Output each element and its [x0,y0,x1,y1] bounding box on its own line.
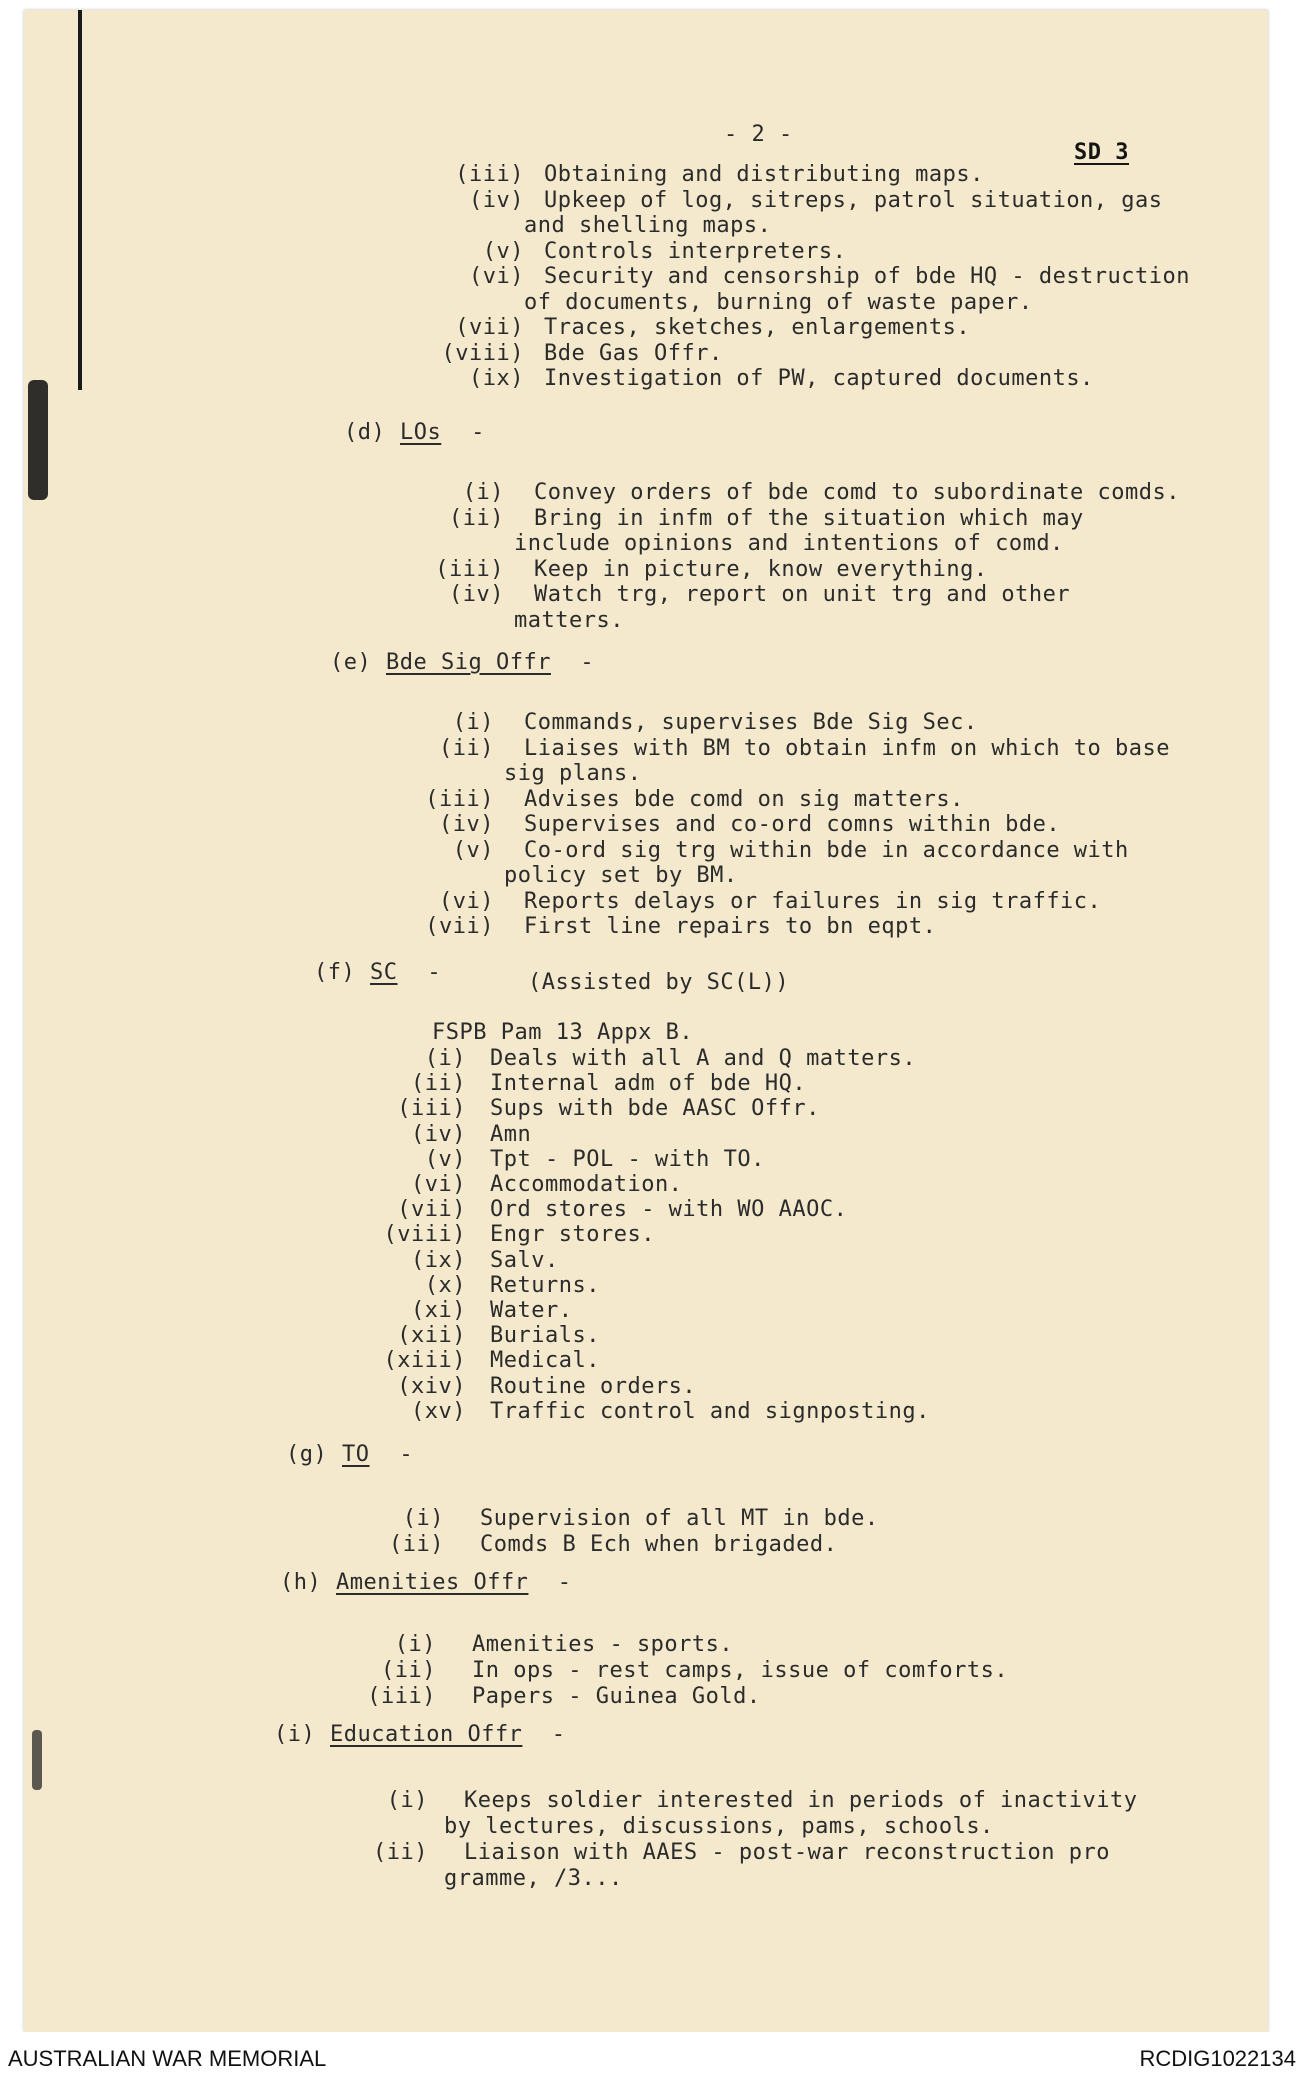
item-number: (ii) [411,1071,466,1097]
list-item: Deals with all A and Q matters. [490,1046,917,1071]
section-note: (Assisted by SC(L)) [528,970,790,995]
list-item: Upkeep of log, sitreps, patrol situation, gas [544,187,1163,213]
item-number: (i) [402,1506,444,1531]
item-number: (iv) [469,187,524,213]
section-title: SC [370,960,398,985]
item-number: (ii) [389,1532,444,1557]
section-dash: - [551,1722,566,1747]
item-number: (xiv) [397,1373,466,1399]
document-ref: SD 3 [1074,140,1129,165]
list-item: Amenities - sports. [472,1632,734,1657]
list-item: Supervision of all MT in bde. [480,1506,879,1531]
list-item: Medical. [490,1348,600,1374]
item-number: (vii) [397,1197,466,1223]
section-dash: - [471,420,485,445]
list-item-continuation: and shelling maps. [524,213,772,238]
item-number: (iv) [449,582,504,607]
item-number: (ix) [469,366,524,391]
list-item: Commands, supervises Bde Sig Sec. [524,710,978,735]
item-number: (viii) [441,340,524,366]
item-number: (vi) [439,888,494,914]
section-title: Education Offr [330,1722,523,1747]
list-item-continuation: by lectures, discussions, pams, schools. [444,1814,994,1839]
section-reference: FSPB Pam 13 Appx B. [432,1020,694,1045]
list-item-continuation: gramme, /3... [444,1866,623,1891]
item-number: (xv) [411,1398,466,1424]
item-number: (i) [462,480,504,505]
list-item: First line repairs to bn eqpt. [524,914,937,939]
item-number: (i) [386,1788,428,1813]
list-item: Returns. [490,1272,600,1298]
list-item-continuation: matters. [514,607,624,633]
item-number: (iv) [411,1121,466,1147]
item-number: (xiii) [383,1348,466,1374]
list-item: Traffic control and signposting. [490,1398,930,1424]
item-number: (iii) [367,1684,436,1709]
section-letter: (g) [286,1442,328,1467]
item-number: (v) [424,1146,466,1172]
document-page [24,10,1268,2032]
item-number: (vii) [455,315,524,340]
list-item-continuation: policy set by BM. [504,863,738,888]
item-number: (ii) [439,735,494,761]
list-item: Water. [490,1298,573,1323]
list-item: Keep in picture, know everything. [534,556,988,582]
section-dash: - [557,1570,572,1595]
list-item: Routine orders. [490,1373,697,1399]
item-number: (viii) [383,1222,466,1248]
item-number: (vii) [425,914,494,939]
list-item-continuation: of documents, burning of waste paper. [524,289,1033,315]
list-item: Burials. [490,1323,600,1349]
binding-mark [78,10,82,390]
item-number: (v) [452,837,494,863]
section-letter: (e) [330,650,372,675]
list-item: Security and censorship of bde HQ - destruction [544,264,1191,289]
item-number: (ii) [373,1840,428,1865]
item-number: (iv) [439,812,494,837]
list-item: Salv. [490,1247,559,1273]
footer-archive: AUSTRALIAN WAR MEMORIAL [8,2046,327,2071]
item-number: (vi) [411,1172,466,1197]
list-item: Sups with bde AASC Offr. [490,1096,820,1122]
page-number: - 2 - [724,122,793,147]
list-item: Bde Gas Offr. [544,340,723,366]
list-item: Papers - Guinea Gold. [472,1684,761,1709]
section-title: Amenities Offr [336,1570,529,1595]
item-number: (ii) [449,505,504,531]
section-letter: (f) [314,960,356,985]
list-item: Advises bde comd on sig matters. [524,786,964,812]
item-number: (i) [452,710,494,735]
item-number: (xii) [397,1323,466,1349]
section-letter: (d) [344,420,386,445]
list-item: Controls interpreters. [544,238,847,264]
item-number: (x) [424,1272,466,1298]
list-item: Accommodation. [490,1172,683,1197]
list-item: Ord stores - with WO AAOC. [490,1197,848,1223]
list-item: Engr stores. [490,1222,655,1248]
footer-catalog-id: RCDIG1022134 [1139,2046,1296,2071]
section-title: Bde Sig Offr [386,650,551,675]
list-item: Co-ord sig trg within bde in accordance with [524,837,1129,863]
item-number: (iii) [425,786,494,812]
section-title: LOs [400,420,442,445]
binding-mark-blot [28,380,48,500]
list-item: Bring in infm of the situation which may [534,505,1084,531]
list-item: Internal adm of bde HQ. [490,1071,807,1097]
list-item-continuation: sig plans. [504,761,642,786]
section-letter: (h) [280,1570,322,1595]
section-dash: - [580,650,595,675]
list-item: Reports delays or failures in sig traffic. [524,888,1102,914]
item-number: (vi) [469,264,524,289]
item-number: (xi) [411,1298,466,1323]
item-number: (i) [424,1046,466,1071]
section-dash: - [427,960,442,985]
section-letter: (i) [274,1722,316,1747]
list-item: Traces, sketches, enlargements. [544,315,971,340]
list-item: Keeps soldier interested in periods of inactivity [464,1788,1138,1813]
section-dash: - [399,1442,414,1467]
list-item-continuation: include opinions and intentions of comd. [514,531,1064,556]
list-item: Amn [490,1121,532,1147]
list-item: Liaises with BM to obtain infm on which to base [524,735,1171,761]
list-item: Liaison with AAES - post-war reconstruction pro [464,1840,1111,1865]
binding-mark-blot [32,1730,42,1790]
list-item: In ops - rest camps, issue of comforts. [472,1658,1009,1683]
list-item: Tpt - POL - with TO. [490,1146,765,1172]
item-number: (iii) [435,556,504,582]
list-item: Comds B Ech when brigaded. [480,1532,838,1557]
section-title: TO [342,1442,370,1467]
item-number: (i) [394,1632,436,1657]
item-number: (ix) [411,1247,466,1273]
list-item: Obtaining and distributing maps. [544,162,984,187]
list-item: Investigation of PW, captured documents. [544,366,1094,391]
item-number: (iii) [455,162,524,187]
item-number: (ii) [381,1658,436,1683]
item-number: (v) [482,238,524,264]
list-item: Supervises and co-ord comns within bde. [524,812,1061,837]
list-item: Convey orders of bde comd to subordinate comds. [534,480,1181,505]
item-number: (iii) [397,1096,466,1122]
footer [0,2032,1306,2082]
list-item: Watch trg, report on unit trg and other [534,582,1071,607]
